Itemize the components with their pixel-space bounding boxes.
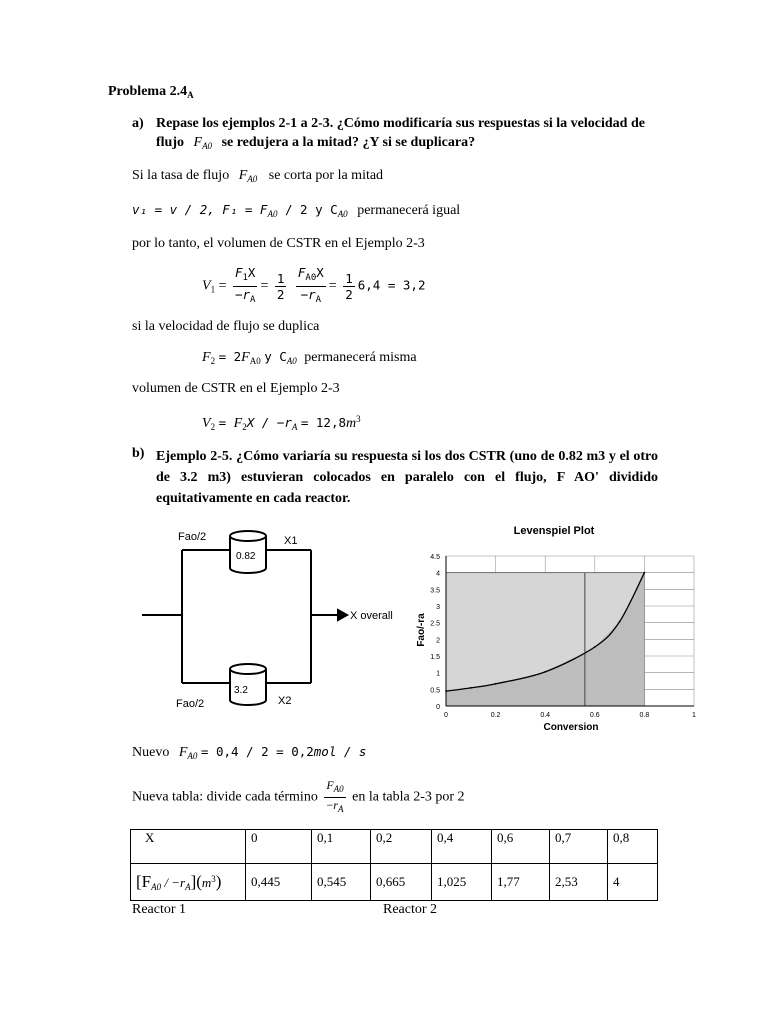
equation-3: $F_2 = 2F_{A0}$ y $C_{A0}$ permanecerá misma bbox=[202, 349, 417, 366]
chart-xtick-label: 1 bbox=[692, 712, 696, 719]
sentence-4: volumen de CSTR en el Ejemplo 2-3 bbox=[132, 381, 340, 396]
reactor-2-label: 3.2 bbox=[234, 685, 248, 696]
table-row: $[F_{A0} / -r_A](m^3)$ 0,445 0,545 0,665 1,025 1,77 2,53 4 bbox=[131, 864, 658, 901]
x2-label: X2 bbox=[278, 695, 292, 707]
chart-data-point bbox=[470, 687, 472, 689]
chart-ylabel: Fao/-ra bbox=[416, 613, 427, 647]
chart-data-point bbox=[644, 572, 646, 574]
chart-ytick-label: 1.5 bbox=[430, 654, 440, 661]
chart-ytick-label: 0 bbox=[436, 704, 440, 711]
chart-data-point bbox=[594, 646, 596, 648]
data-table bbox=[130, 829, 658, 901]
problem-title: Problema $2.4_A$ bbox=[108, 84, 194, 100]
chart-xtick-label: 0 bbox=[444, 712, 448, 719]
table-row: X 0 0,1 0,2 0,4 0,6 0,7 0,8 bbox=[131, 830, 658, 864]
chart-xtick-label: 0.6 bbox=[589, 712, 600, 719]
equation-4: $V_2 = F_2X / -r_A = 12,8m^3$ bbox=[202, 414, 361, 432]
part-a-line1: Repase los ejemplos 2-1 a 2-3. ¿Cómo modificaría sus respuestas si la velocidad de bbox=[156, 116, 645, 131]
chart-ytick-label: 0.5 bbox=[430, 687, 440, 695]
chart-ytick-label: 3 bbox=[436, 604, 440, 611]
chart-xtick-label: 0.4 bbox=[540, 712, 551, 719]
overall-label: X overall bbox=[350, 610, 393, 622]
chart-ytick-label: 2 bbox=[436, 637, 440, 645]
chart-ytick-label: 3.5 bbox=[430, 587, 440, 595]
part-a-letter: a) bbox=[132, 116, 144, 131]
equation-v1: $V_1$ = $\frac{F_1X}{-r_A}$ = $\frac{1}{2}$ $\frac{F_{A0}X}{-r_A}$ = $\frac{1}{2}$ 6,4 = 3,2 bbox=[202, 265, 426, 305]
sentence-1: Si la tasa de flujo $F_{A0}$ se corta por la mitad bbox=[132, 168, 384, 184]
reactor-1-label: 0.82 bbox=[236, 551, 256, 562]
table-row2-label: $[F_{A0} / -r_A](m^3)$ bbox=[131, 864, 246, 901]
chart-ytick-label: 2.5 bbox=[430, 620, 440, 628]
sentence-3: si la velocidad de flujo se duplica bbox=[132, 319, 320, 334]
chart-data-point bbox=[619, 621, 621, 623]
parallel-reactor-diagram bbox=[138, 520, 408, 725]
chart-xtick-label: 0.8 bbox=[639, 712, 650, 719]
nuevo-line: Nuevo $F_{A0} = 0,4 / 2 = 0,2mol / s$ bbox=[132, 744, 367, 761]
chart-title: Levenspiel Plot bbox=[513, 525, 595, 537]
chart-xlabel: Conversion bbox=[543, 722, 599, 733]
levenspiel-chart bbox=[406, 518, 702, 736]
part-b-letter: b) bbox=[132, 446, 145, 461]
chart-data-point bbox=[544, 671, 546, 673]
part-b-text: Ejemplo 2-5. ¿Cómo variaría su respuesta si los dos CSTR (uno de 0.82 m3 y el otro de 3.2 m3) estuvieran colocados en paralelo con el flujo, F AO' dividido equitativamente en cada reactor. bbox=[156, 449, 658, 506]
x1-label: X1 bbox=[284, 535, 298, 547]
reactor-2-footer: Reactor 2 bbox=[383, 902, 438, 917]
table-header-x: X bbox=[131, 830, 246, 864]
chart-ytick-label: 4 bbox=[436, 570, 440, 578]
top-flow-label: Fao/2 bbox=[178, 531, 207, 543]
equation-1: v₁ = v / 2, $F_1 = F_{A0} / 2$ y $C_{A0}$ permanecerá igual bbox=[132, 202, 461, 219]
reactor-1-footer: Reactor 1 bbox=[132, 902, 187, 917]
chart-ytick-label: 1 bbox=[436, 670, 440, 678]
chart-ytick-label: 4.5 bbox=[430, 554, 440, 561]
sentence-2: por lo tanto, el volumen de CSTR en el Ejemplo 2-3 bbox=[132, 236, 425, 251]
part-a-line2: flujo $F_{A0}$ se redujera a la mitad? ¿Y si se duplicara? bbox=[156, 135, 476, 151]
chart-xtick-label: 0.2 bbox=[490, 712, 501, 719]
nueva-tabla-line: Nueva tabla: divide cada término $\frac{F_{A0}}{-r_A}$ en la tabla 2-3 por 2 bbox=[132, 778, 465, 814]
bottom-flow-label: Fao/2 bbox=[176, 698, 205, 710]
chart-data-point bbox=[495, 683, 497, 685]
chart-data-point bbox=[445, 690, 447, 692]
